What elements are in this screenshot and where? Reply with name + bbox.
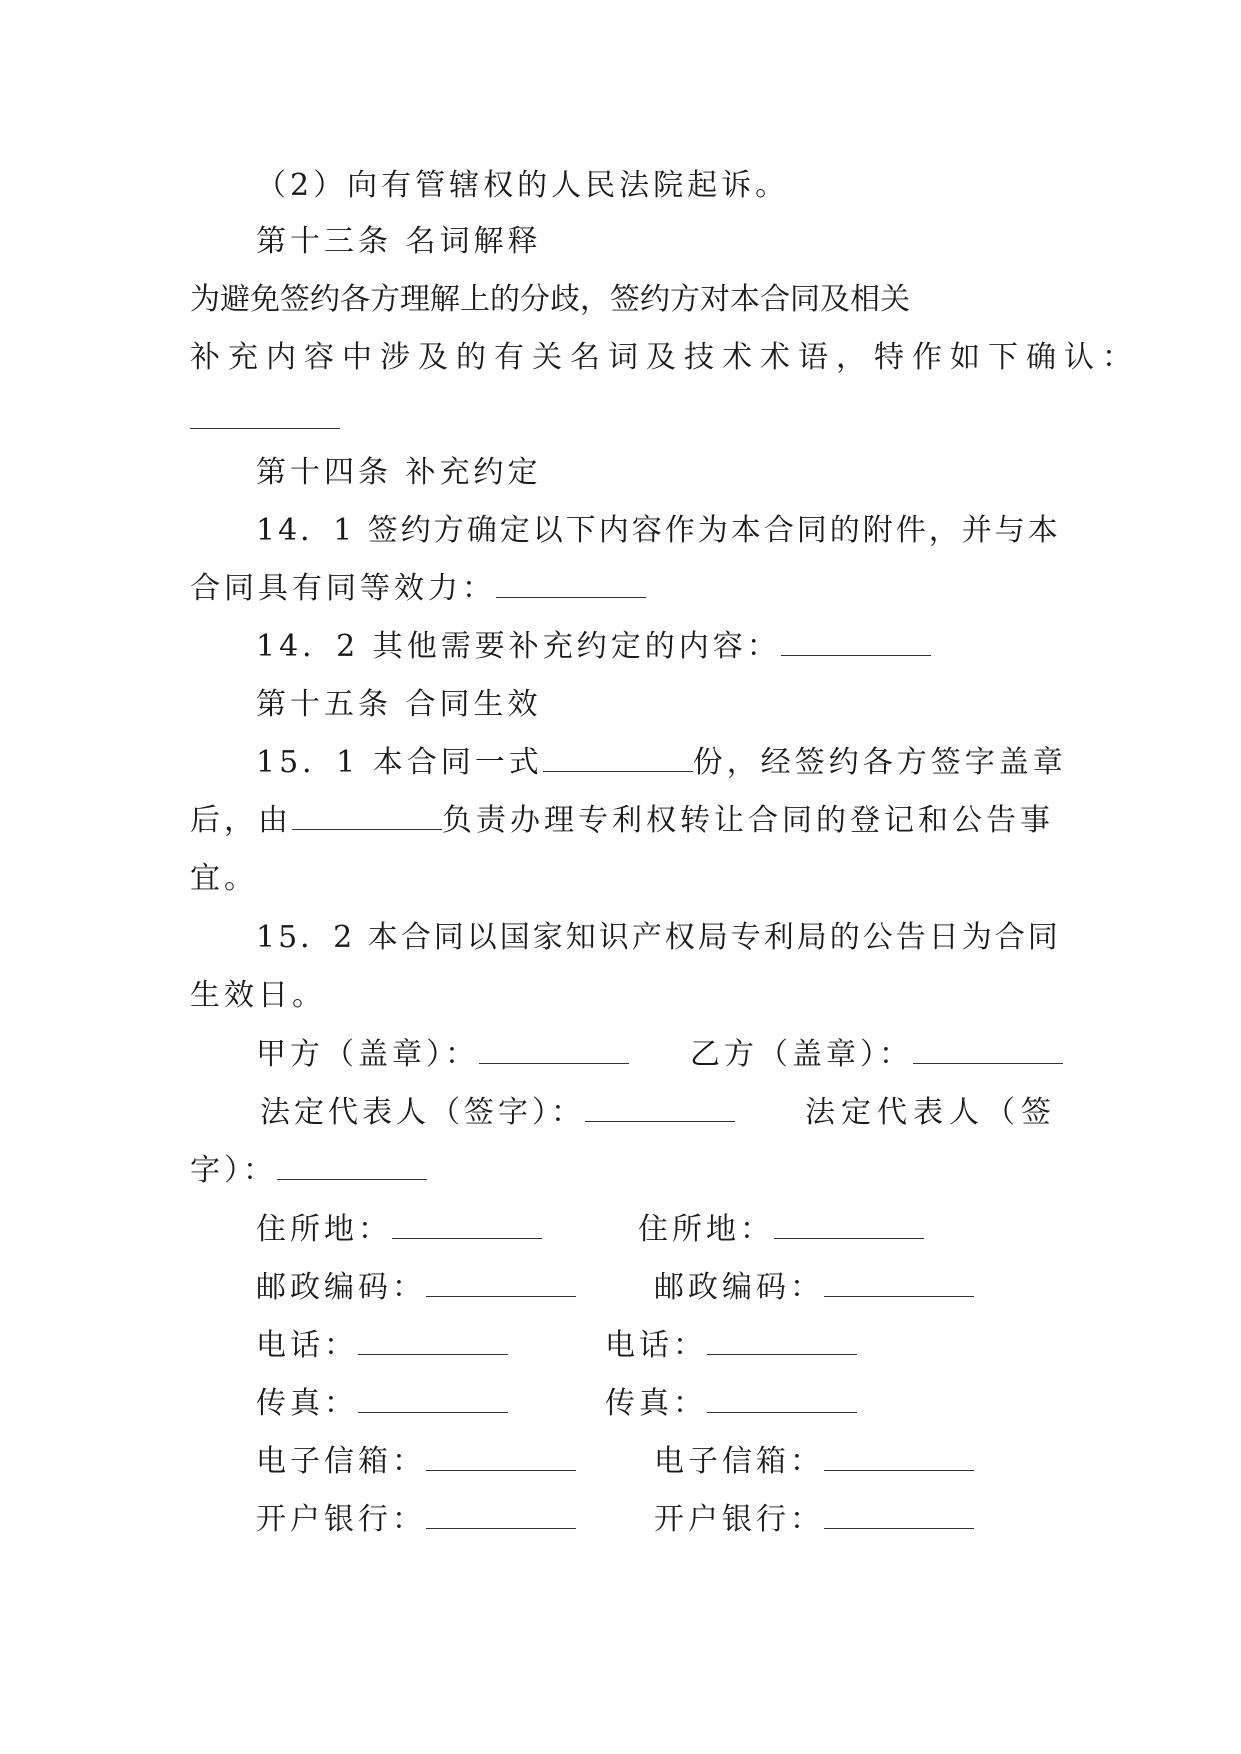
- clause-14-1-line-1: 14．1 签约方确定以下内容作为本合同的附件，并与本: [256, 513, 1061, 548]
- party-a-seal: 甲方（盖章）：: [256, 1035, 629, 1075]
- address-a: 住所地：: [256, 1210, 542, 1250]
- article-13-text-line-1: 为避免签约各方理解上的分歧，签约方对本合同及相关: [190, 282, 910, 317]
- blank-field[interactable]: [781, 627, 931, 656]
- article-14-heading: 第十四条 补充约定: [256, 455, 542, 490]
- blank-field[interactable]: [358, 1384, 508, 1413]
- blank-field[interactable]: [824, 1442, 974, 1471]
- bank-a: 开户银行：: [256, 1500, 576, 1540]
- postcode-a: 邮政编码：: [256, 1268, 576, 1308]
- bank-b: 开户银行：: [654, 1500, 974, 1540]
- blank-field[interactable]: [426, 1442, 576, 1471]
- blank-field[interactable]: [190, 428, 340, 429]
- clause-15-1-line-3: 宜。: [190, 861, 258, 896]
- clause-15-1-line-2: 后，由 负责办理专利权转让合同的登记和公告事: [190, 803, 1054, 838]
- clause-15-1-line-1: 15．1 本合同一式 份，经签约各方签字盖章: [256, 745, 1067, 780]
- legal-rep-b: 法定代表人（签: [805, 1095, 1057, 1130]
- email-b: 电子信箱：: [654, 1442, 974, 1482]
- blank-field[interactable]: [543, 743, 693, 772]
- blank-field[interactable]: [392, 1210, 542, 1239]
- clause-15-2-line-1: 15．2 本合同以国家知识产权局专利局的公告日为合同: [256, 920, 1061, 955]
- phone-b: 电话：: [605, 1326, 857, 1366]
- blank-field[interactable]: [358, 1326, 508, 1355]
- blank-field[interactable]: [292, 801, 442, 830]
- article-13-heading: 第十三条 名词解释: [256, 224, 542, 259]
- postcode-b: 邮政编码：: [654, 1268, 974, 1308]
- blank-field[interactable]: [277, 1151, 427, 1180]
- blank-field[interactable]: [824, 1500, 974, 1529]
- email-a: 电子信箱：: [256, 1442, 576, 1482]
- legal-rep-a: 法定代表人（签字）：: [260, 1093, 735, 1133]
- blank-field[interactable]: [824, 1268, 974, 1297]
- blank-field[interactable]: [774, 1210, 924, 1239]
- clause-12-item-2: （2）向有管辖权的人民法院起诉。: [256, 168, 790, 203]
- blank-field[interactable]: [496, 569, 646, 598]
- blank-field[interactable]: [707, 1326, 857, 1355]
- fax-b: 传真：: [605, 1384, 857, 1424]
- clause-14-2: 14．2 其他需要补充约定的内容：: [256, 627, 931, 667]
- fax-a: 传真：: [256, 1384, 508, 1424]
- article-13-text-line-2: 补充内容中涉及的有关名词及技术术语，特作如下确认：: [190, 340, 1140, 375]
- blank-field[interactable]: [707, 1384, 857, 1413]
- legal-rep-b-continued: 字）：: [190, 1151, 427, 1191]
- blank-field[interactable]: [913, 1035, 1063, 1064]
- blank-field[interactable]: [585, 1093, 735, 1122]
- party-b-seal: 乙方（盖章）：: [690, 1035, 1063, 1075]
- phone-a: 电话：: [256, 1326, 508, 1366]
- blank-field[interactable]: [426, 1268, 576, 1297]
- address-b: 住所地：: [638, 1210, 924, 1250]
- clause-15-2-line-2: 生效日。: [190, 978, 326, 1013]
- article-15-heading: 第十五条 合同生效: [256, 687, 542, 722]
- blank-field[interactable]: [426, 1500, 576, 1529]
- blank-field[interactable]: [479, 1035, 629, 1064]
- clause-14-1-line-2: 合同具有同等效力：: [190, 569, 646, 609]
